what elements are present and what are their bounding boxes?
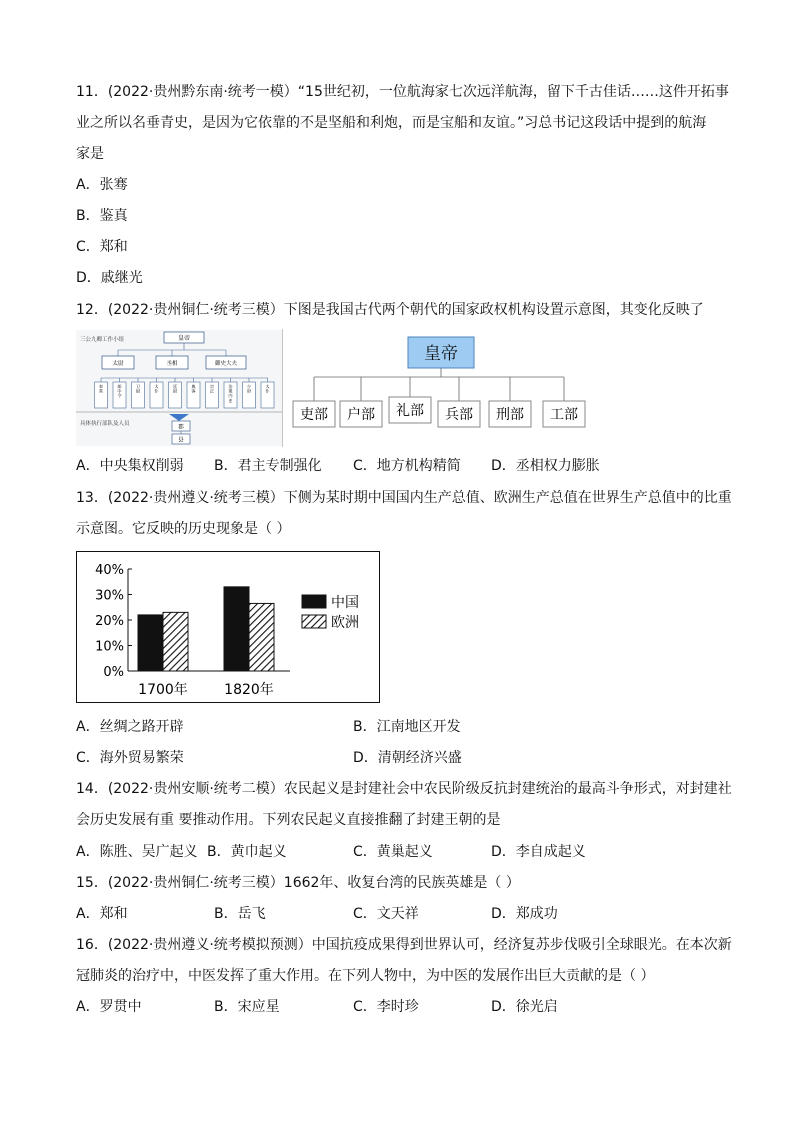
left-minister-label: 卫尉 <box>135 384 141 394</box>
q16-option-d[interactable]: D．徐光启 <box>491 999 558 1015</box>
left-mid-label-2: 丞相 <box>166 361 178 367</box>
left-minister-label: 奉常 <box>98 384 104 394</box>
q12-option-d[interactable]: D．丞相权力膨胀 <box>491 458 600 474</box>
q12-option-a[interactable]: A．中央集权削弱 <box>76 458 184 474</box>
left-minister-label: 治粟内史 <box>228 384 233 403</box>
left-mid-label-3: 御史大夫 <box>214 361 238 367</box>
q15-stem: 15．(2022·贵州铜仁·统考三模）1662年、收复台湾的民族英雄是（ ） <box>76 875 520 891</box>
q11-stem-line1: 11．(2022·贵州黔东南·统考一模）“15世纪初，一位航海家七次远洋航海，留下千古佳话……这件开拓事 <box>76 84 729 100</box>
q12-options <box>76 456 726 476</box>
q14-option-d[interactable]: D．李自成起义 <box>491 844 586 860</box>
left-diagram-footer: 具体执行部队及人员 <box>80 421 130 427</box>
q12-right-diagram <box>282 329 586 447</box>
q14-option-a[interactable]: A．陈胜、吴广起义 <box>76 844 198 860</box>
q11-option-a[interactable]: A．张骞 <box>76 177 128 193</box>
left-diagram-header: 三公九卿工作小组 <box>80 337 125 343</box>
q13-option-a[interactable]: A．丝绸之路开辟 <box>76 719 184 735</box>
q15-option-a[interactable]: A．郑和 <box>76 906 128 922</box>
q12-option-b[interactable]: B．君主专制强化 <box>214 458 322 474</box>
q15-option-d[interactable]: D．郑成功 <box>491 906 558 922</box>
chart-y-tick-label: 30% <box>95 588 124 604</box>
right-dept-label: 吏部 <box>300 407 328 423</box>
q13-option-b[interactable]: B．江南地区开发 <box>353 719 461 735</box>
legend-label: 中国 <box>331 595 359 611</box>
q14-stem-line1: 14．(2022·贵州安顺·统考二模）农民起义是封建社会中农民阶级反抗封建统治的最高斗争形式，对封建社 <box>76 781 732 797</box>
q11-stem-line2: 业之所以名垂青史，是因为它依靠的不是坚船和利炮，而是宝船和友谊。”习总书记这段话中提到的航海 <box>76 115 707 131</box>
legend-swatch-china <box>302 595 326 608</box>
right-dept-label: 礼部 <box>396 403 424 419</box>
q13-options-row1 <box>76 717 726 737</box>
q15-options <box>76 904 726 924</box>
right-dept-label: 刑部 <box>496 407 524 423</box>
q14-option-b[interactable]: B．黄巾起义 <box>207 844 287 860</box>
right-dept-boxes <box>293 377 585 427</box>
left-sub-label-2: 县 <box>178 437 184 444</box>
left-minister-label: 少府 <box>246 384 252 394</box>
q16-option-b[interactable]: B．宋应星 <box>214 999 280 1015</box>
left-minister-label: 典客 <box>191 384 196 394</box>
q13-stem-line2: 示意图。它反映的历史现象是（ ） <box>76 521 291 537</box>
bar-china <box>224 587 249 671</box>
bar-europe <box>163 612 188 671</box>
left-emperor-label: 皇帝 <box>177 335 191 342</box>
right-dept-label: 户部 <box>347 407 375 423</box>
right-dept-label: 兵部 <box>445 407 473 423</box>
q15-option-c[interactable]: C．文天祥 <box>353 906 419 922</box>
right-dept-label: 工部 <box>550 407 578 423</box>
left-minister-label: 宗正 <box>209 384 215 394</box>
chart-y-tick-label: 20% <box>95 614 124 629</box>
q16-stem-line1: 16．(2022·贵州遵义·统考模拟预测）中国抗疫成果得到世界认可，经济复苏步伐吸引全球眼光。在本次新 <box>76 937 732 953</box>
q16-stem-line2: 冠肺炎的治疗中，中医发挥了重大作用。在下列人物中，为中医的发展作出巨大贡献的是（ ） <box>76 968 655 984</box>
left-minister-label: 郎中令 <box>117 384 122 399</box>
left-minister-label: 廷尉 <box>172 384 178 394</box>
q16-option-a[interactable]: A．罗贯中 <box>76 999 142 1015</box>
q14-options <box>76 842 726 862</box>
left-mid-label-1: 太尉 <box>112 361 124 367</box>
q16-options <box>76 997 726 1017</box>
q13-option-c[interactable]: C．海外贸易繁荣 <box>76 750 184 766</box>
q12-left-diagram <box>76 330 282 446</box>
q12-option-c[interactable]: C．地方机构精简 <box>353 458 461 474</box>
chart-x-tick-label: 1820年 <box>224 682 274 698</box>
q15-option-b[interactable]: B．岳飞 <box>214 906 266 922</box>
q13-options-row2 <box>76 748 726 768</box>
chart-y-tick-label: 0% <box>103 665 124 680</box>
q16-option-c[interactable]: C．李时珍 <box>353 999 419 1015</box>
q11-option-d[interactable]: D．戚继光 <box>76 270 143 286</box>
chart-y-tick-label: 10% <box>95 639 124 655</box>
q11-stem-line3: 家是 <box>76 146 104 162</box>
chart-x-tick-label: 1700年 <box>138 682 188 698</box>
q14-stem-line2: 会历史发展有重 要推动作用。下列农民起义直接推翻了封建王朝的是 <box>76 812 501 828</box>
right-emperor-label: 皇帝 <box>424 344 458 364</box>
left-sub-label-1: 郡 <box>178 424 184 431</box>
chart-y-tick-label: 40% <box>95 563 124 578</box>
q13-stem-line1: 13．(2022·贵州遵义·统考三模）下侧为某时期中国国内生产总值、欧洲生产总值在世界生产总值中的比重 <box>76 490 732 506</box>
bar-europe <box>249 603 274 671</box>
legend-swatch-europe <box>302 615 326 628</box>
q12-stem: 12．(2022·贵州铜仁·统考三模）下图是我国古代两个朝代的国家政权机构设置示意图，其变化反映了 <box>76 302 704 318</box>
left-minister-label: 太仆 <box>265 384 270 394</box>
left-minister-label: 太仆 <box>154 384 159 394</box>
q13-option-d[interactable]: D．清朝经济兴盛 <box>353 750 462 766</box>
bar-china <box>138 615 163 671</box>
q13-bar-chart <box>76 551 380 707</box>
q11-option-b[interactable]: B．鉴真 <box>76 208 128 224</box>
legend-label: 欧洲 <box>331 615 359 631</box>
q11-option-c[interactable]: C．郑和 <box>76 239 128 255</box>
q14-option-c[interactable]: C．黄巢起义 <box>353 844 433 860</box>
